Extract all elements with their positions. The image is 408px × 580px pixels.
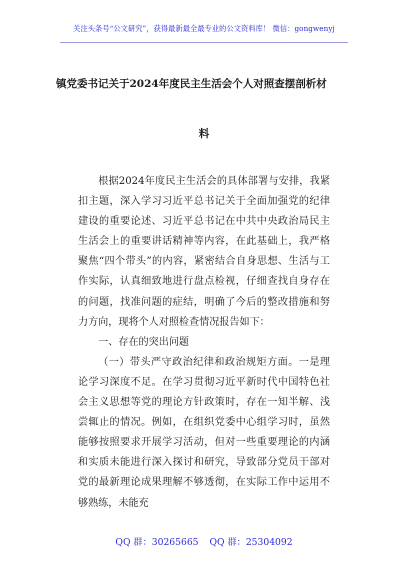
section-heading: 一、存在的突出问题: [98, 336, 190, 348]
document-body: [78, 172, 330, 514]
document-title: [56, 77, 352, 141]
document-title-line1: 镇党委书记关于2024年度民主生活会个人对照查摆剖析材: [56, 78, 327, 90]
footer-qq-group-2: QQ 群：25304092: [209, 537, 293, 548]
body-paragraph: （一）带头严守政治纪律和政治规矩方面。一是理论学习深度不足。在学习贯彻习近平新时代中国特色社会主义思想等党的理论方针政策时，存在一知半解、浅尝辄止的情况。例如，在组织党委中心组学习时，虽然能够按照要求开展学习活动，但对一些重要理论的内涵和实质未能进行深入探讨和研究，导致部分党员干部对党的最新理论成果理解不够透彻，在实际工作中运用不够熟练，未能充: [78, 356, 330, 509]
footer: [0, 534, 408, 548]
document-title-line2: 料: [198, 128, 210, 140]
footer-qq-group-1: QQ 群：30265665: [115, 537, 199, 548]
header-divider: [60, 42, 348, 43]
body-paragraph-intro: 根据2024年度民主生活会的具体部署与安排，我紧扣主题，深入学习习近平总书记关于全面加强党的纪律建设的重要论述、习近平总书记在中共中央政治局民主生活会上的重要讲话精神等内容，在此基础上，我严格聚焦“四个带头”的内容，紧密结合自身思想、生活与工作实际，认真细致地进行盘点检视，仔细查找自身存在的问题，找准问题的症结，明确了今后的整改措施和努力方向，现将个人对照检查情况报告如下：: [78, 176, 330, 328]
header-banner: 关注头条号“公文研究”，获得最新最全最专业的公文资料库！ 微信：gongwenyj: [73, 24, 335, 33]
